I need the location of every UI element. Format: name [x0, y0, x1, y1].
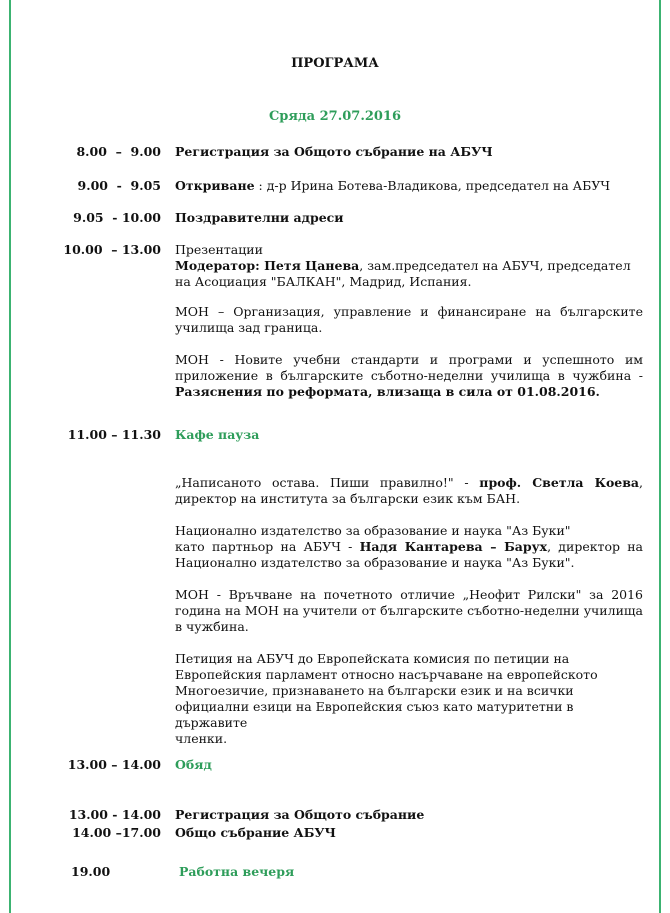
petition-line-5: членки. [175, 731, 228, 746]
row-text: Общо събрание АБУЧ [175, 825, 336, 840]
moderator-text: , зам.председател на АБУЧ, председател [359, 258, 631, 273]
row-text: Кафе пауза [175, 427, 260, 442]
opening-label: Откриване [175, 178, 255, 193]
row-text: Работна вечеря [179, 864, 295, 879]
row-text: Регистрация за Общото събрание на АБУЧ [175, 144, 493, 159]
after-coffee-content [175, 475, 643, 747]
time-label: 10.00 – 13.00 [63, 242, 161, 257]
lecture-koeva [175, 475, 643, 507]
time-label: 13.00 - 14.00 [68, 807, 161, 822]
time-label: 14.00 –17.00 [72, 825, 161, 840]
row-text: Регистрация за Общото събрание [175, 807, 425, 822]
time-label: 13.00 – 14.00 [67, 757, 161, 772]
moderator-line [175, 258, 643, 274]
time-label: 9.05 - 10.00 [73, 210, 161, 225]
lecture-speaker: проф. Светла Коева [479, 475, 640, 490]
time-label: 19.00 [71, 864, 111, 879]
az-buki-speaker: Надя Кантарева – Барух [359, 539, 548, 554]
mon-standards [175, 352, 643, 400]
petition-line-1: Петиция на АБУЧ до Европейската комисия по петиции на [175, 651, 570, 666]
petition-line-3: Многоезичие, признаването на български език и на всички [175, 683, 574, 698]
date-heading: Сряда 27.07.2016 [268, 109, 402, 124]
page-title: ПРОГРАМА [291, 56, 379, 71]
petition-line-2: Европейския парламент относно насърчаване на европейското [175, 667, 598, 682]
opening-text: : д-р Ирина Ботева-Владикова, председател на АБУЧ [254, 178, 611, 193]
az-buki-paragraph [175, 539, 643, 571]
petition-line-4: официални езици на Европейския съюз като матуритетни в държавите [175, 699, 574, 730]
document-page [9, 0, 661, 913]
time-label: 8.00 – 9.00 [76, 144, 161, 159]
moderator-label: Модератор: Петя Цанева [175, 258, 360, 273]
row-text: Поздравителни адреси [175, 210, 344, 225]
lecture-rest: , директор на института за български език към БАН. [175, 475, 644, 506]
lecture-text: „Написаното остава. Пиши правилно!" - [175, 475, 480, 490]
time-label: 11.00 – 11.30 [67, 427, 161, 442]
moderator-line-2: на Асоциация "БАЛКАН", Мадрид, Испания. [175, 274, 472, 289]
az-buki-text: като партньор на АБУЧ - [175, 539, 360, 554]
petition-block [175, 651, 643, 747]
presentations-block [175, 242, 643, 400]
row-text [175, 178, 643, 194]
mon-organization: МОН – Организация, управление и финансиране на българските училища зад граница. [175, 304, 643, 335]
az-buki-rest: , директор на Национално издателство за образование и наука "Аз Буки". [175, 539, 644, 570]
mon-standards-text: МОН - Новите учебни стандарти и програми и успешното им приложение в българските съботно-неделни училища в чужбина - [175, 352, 643, 383]
presentations-heading: Презентации [175, 242, 263, 257]
az-buki-line-1: Национално издателство за образование и наука "Аз Буки" [175, 523, 571, 538]
mon-standards-bold: Разяснения по реформата, влизаща в сила от 01.08.2016. [175, 384, 600, 399]
row-text: Обяд [175, 757, 212, 772]
neofit-rilski-award: МОН - Връчване на почетното отличие „Неофит Рилски" за 2016 година на МОН на учители от българските съботно-неделни училища в чужбина. [175, 587, 643, 634]
time-label: 9.00 - 9.05 [77, 178, 161, 193]
